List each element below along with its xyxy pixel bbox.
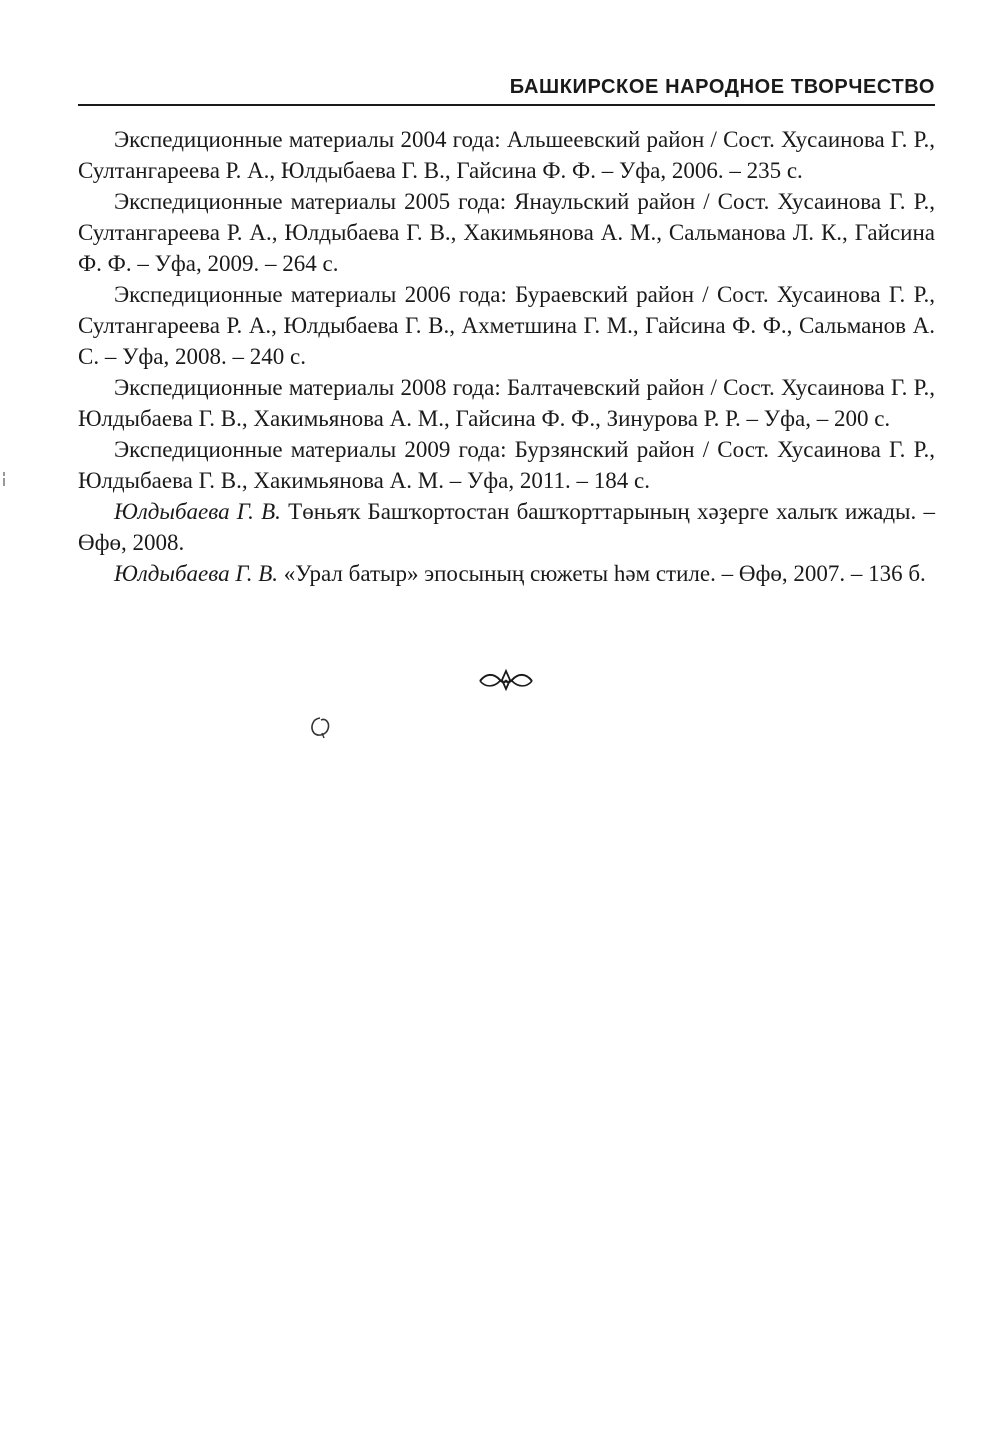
reference-entry — [78, 279, 935, 372]
reference-text: Экспедиционные материалы 2008 года: Балтачевский район / Сост. Хусаинова Г. Р., Юлдыбаева Г. В., Хакимьянова А. М., Гайсина Ф. Ф., Зинурова Р. Р. – Уфа, – 200 с. — [78, 375, 935, 431]
reference-text: Экспедиционные материалы 2005 года: Янаульский район / Сост. Хусаинова Г. Р., Султангареева Р. А., Юлдыбаева Г. В., Хакимьянова А. М., Сальманова Л. К., Гайсина Ф. Ф. – Уфа, 2009. – 264 с. — [78, 189, 935, 276]
reference-text: Экспедиционные материалы 2004 года: Альшеевский район / Сост. Хусаинова Г. Р., Султангареева Р. А., Юлдыбаева Г. В., Гайсина Ф. Ф. – Уфа, 2006. – 235 с. — [78, 127, 935, 183]
reference-author: Юлдыбаева Г. В. — [114, 499, 281, 524]
reference-entry — [78, 558, 935, 589]
reference-text: Төньяҡ Башҡортостан башҡорттарының хәҙерге халыҡ ижады. – Өфө, 2008. — [78, 499, 935, 555]
reference-text: Экспедиционные материалы 2009 года: Бурзянский район / Сост. Хусаинова Г. Р., Юлдыбаева Г. В., Хакимьянова А. М. – Уфа, 2011. – 184 с. — [78, 437, 935, 493]
running-header — [78, 74, 935, 106]
reference-entry — [78, 186, 935, 279]
reference-author: Юлдыбаева Г. В. — [114, 561, 278, 586]
margin-mark-icon — [2, 472, 6, 486]
reference-entry — [78, 496, 935, 558]
reference-entry — [78, 434, 935, 496]
reference-entry — [78, 372, 935, 434]
reference-text: «Урал батыр» эпосының сюжеты һәм стиле. – Өфө, 2007. – 136 б. — [278, 561, 926, 586]
reference-entry — [78, 124, 935, 186]
section-end-ornament-icon — [478, 668, 534, 692]
reference-list — [78, 124, 935, 589]
pen-mark-icon — [306, 714, 336, 742]
running-header-title: БАШКИРСКОЕ НАРОДНОЕ ТВОРЧЕСТВО — [509, 76, 935, 98]
reference-text: Экспедиционные материалы 2006 года: Бураевский район / Сост. Хусаинова Г. Р., Султангареева Р. А., Юлдыбаева Г. В., Ахметшина Г. М., Гайсина Ф. Ф., Сальманов А. С. – Уфа, 2008. – 240 с. — [78, 282, 935, 369]
